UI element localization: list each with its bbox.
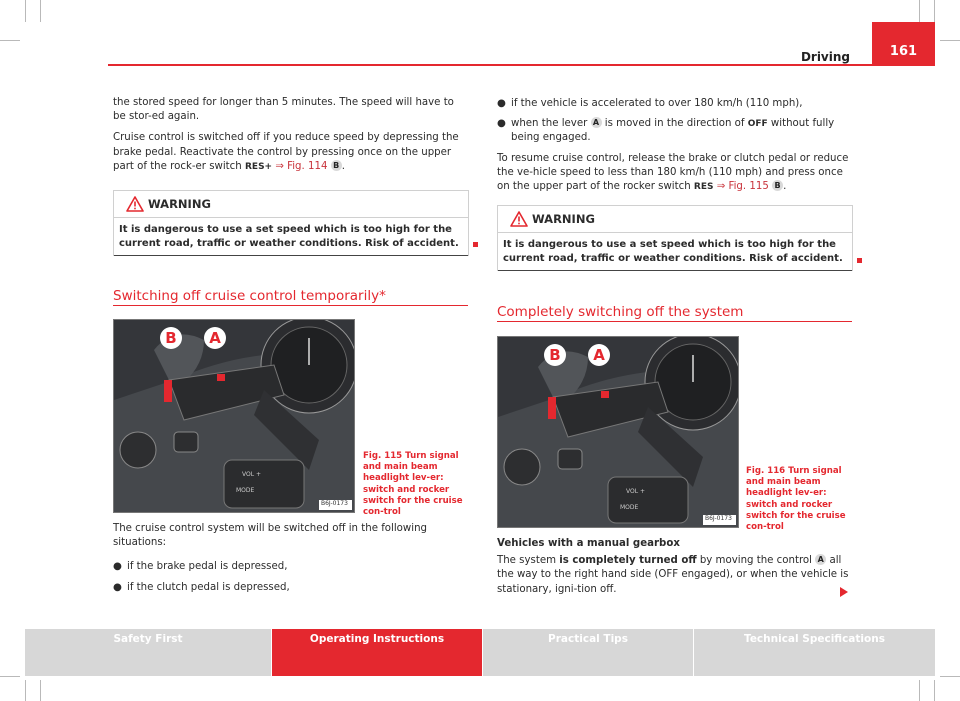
crop-mark (40, 0, 41, 22)
svg-text:MODE: MODE (236, 487, 255, 494)
svg-text:VOL +: VOL + (242, 471, 261, 478)
warning-label: WARNING (532, 212, 595, 226)
callout-badge: A (591, 117, 602, 128)
section-heading: Completely switching off the system (497, 304, 744, 320)
paragraph: the stored speed for longer than 5 minutes. The speed will have to be stor-ed again. (113, 97, 454, 123)
warning-box (497, 205, 853, 271)
list-item: ● when the lever A is moved in the direction of OFF without fully being engaged. (497, 118, 835, 144)
crop-mark (934, 680, 935, 701)
crop-mark (919, 680, 920, 701)
paragraph: Cruise control is switched off if you reduce speed by depressing the brake pedal. Reactivate the control by pressing once on the upper part of the rock-er switch RES+ ⇒ Fig. 114 B . (113, 132, 459, 172)
crop-mark (25, 680, 26, 701)
bullet-list (497, 97, 852, 146)
tab-operating-instructions[interactable]: Operating Instructions (272, 629, 482, 676)
warning-icon (126, 196, 144, 212)
crop-mark (919, 0, 920, 22)
warning-header (114, 191, 468, 218)
figure-image (113, 319, 355, 513)
bullet-list (113, 560, 468, 594)
footer-nav (25, 629, 935, 676)
stalk-illustration (114, 320, 354, 512)
crop-mark (940, 676, 960, 677)
warning-box (113, 190, 469, 256)
crop-mark (0, 40, 20, 41)
switch-tag: RES (693, 182, 714, 193)
crop-mark (0, 676, 20, 677)
figure-image (497, 336, 739, 528)
callout-b-label: B (544, 344, 566, 366)
heading-rule (497, 321, 852, 322)
tab-practical-tips[interactable]: Practical Tips (548, 633, 628, 645)
callout-badge: A (815, 554, 826, 565)
page-number: 161 (872, 22, 935, 66)
paragraph: The system is completely turned off by moving the control A all the way to the right hand side (OFF engaged), or when the vehicle is stationary, igni-tion off. (497, 555, 849, 595)
paragraph: The cruise control system will be switched off in the following situations: (113, 523, 427, 549)
warning-icon (510, 211, 528, 227)
tab-safety-first[interactable]: Safety First (113, 633, 183, 645)
right-column (497, 97, 852, 201)
switch-tag: OFF (747, 119, 768, 130)
crop-mark (940, 40, 960, 41)
figure-ref[interactable]: ⇒ Fig. 114 (272, 160, 331, 172)
figure-caption: Fig. 115 Turn signal and main beam headlight lev-er: switch and rocker switch for the cruise con-trol (363, 451, 463, 518)
header-rule (108, 64, 935, 66)
list-item: ● if the clutch pedal is depressed, (113, 581, 290, 593)
warning-header (498, 206, 852, 233)
section-heading: Switching off cruise control temporarily* (113, 288, 386, 304)
crop-mark (934, 0, 935, 22)
crop-mark (25, 0, 26, 22)
subheading: Vehicles with a manual gearbox (497, 538, 680, 549)
stalk-illustration (498, 337, 738, 527)
next-page-arrow-icon[interactable] (838, 586, 850, 598)
list-item: ● if the vehicle is accelerated to over 180 km/h (110 mph), (497, 98, 803, 109)
svg-text:VOL +: VOL + (626, 488, 645, 495)
heading-rule (113, 305, 468, 306)
callout-badge: B (331, 160, 342, 171)
figure-code: B6J-0173 (705, 515, 732, 522)
left-column-list (113, 522, 468, 601)
section-title: Driving (800, 50, 850, 64)
warning-text: It is dangerous to use a set speed which is too high for the current road, traffic or weather conditions. Risk of accident. (498, 233, 852, 271)
callout-a-label: A (588, 344, 610, 366)
warning-text: It is dangerous to use a set speed which is too high for the current road, traffic or weather conditions. Risk of accident. (114, 218, 468, 256)
list-item: ● if the brake pedal is depressed, (113, 561, 288, 573)
callout-a-label: A (204, 327, 226, 349)
figure-code: B6J-0173 (321, 500, 348, 507)
callout-b-label: B (160, 327, 182, 349)
figure-ref[interactable]: ⇒ Fig. 115 (713, 181, 773, 193)
warning-label: WARNING (148, 197, 211, 211)
crop-mark (40, 680, 41, 701)
end-marker (473, 242, 478, 247)
callout-badge: B (772, 180, 783, 191)
svg-text:MODE: MODE (620, 504, 639, 511)
tab-technical-specifications[interactable]: Technical Specifications (744, 633, 885, 645)
end-marker (857, 258, 862, 263)
right-column-final (497, 537, 852, 604)
figure-caption: Fig. 116 Turn signal and main beam headlight lev-er: switch and rocker switch for the cruise con-trol (746, 466, 846, 533)
left-column (113, 96, 468, 181)
switch-tag: RES+ (244, 161, 273, 172)
paragraph: To resume cruise control, release the brake or clutch pedal or reduce the ve-hicle speed to less than 180 km/h (110 mph) and press once on the upper part of the rocker switch RES ⇒ Fig. 115 B . (497, 152, 849, 193)
